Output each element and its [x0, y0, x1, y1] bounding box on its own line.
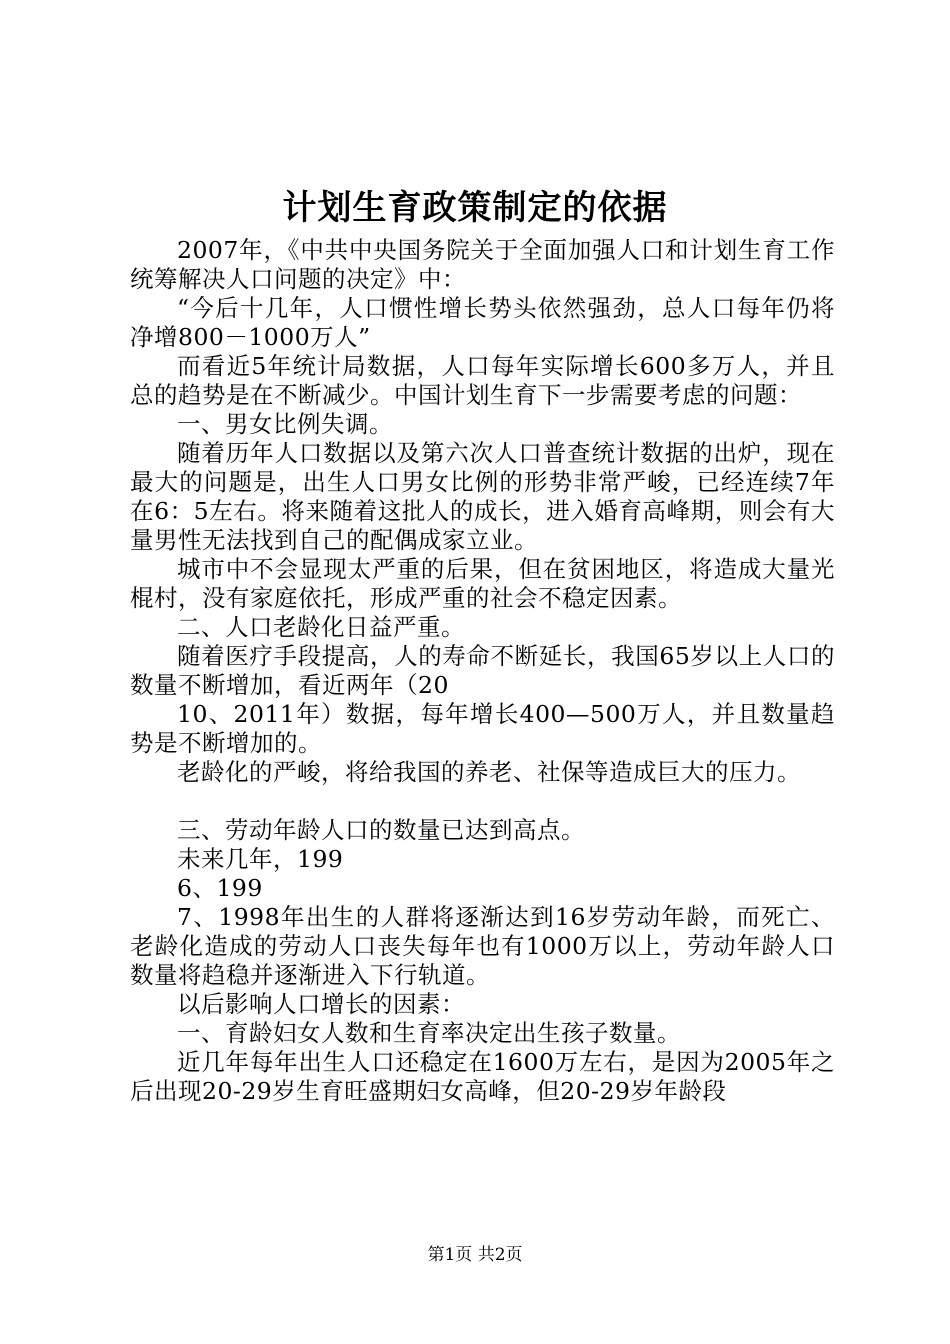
section-heading: 一、男女比例失调。	[177, 410, 393, 438]
paragraph: 以后影响人口增长的因素：	[177, 990, 465, 1018]
section-heading: 一、育龄妇女人数和生育率决定出生孩子数量。	[177, 1019, 681, 1047]
paragraph: 未来几年，199	[177, 845, 344, 873]
page-footer: 第1页 共2页	[427, 1245, 523, 1265]
paragraph: “今后十几年，人口惯性增长势头依然强劲，总人口每年仍将净增800－1000万人”	[130, 294, 835, 351]
paragraph: 7、1998年出生的人群将逐渐达到16岁劳动年龄，而死亡、老龄化造成的劳动人口丧失每年也有1000万以上，劳动年龄人口数量将趋稳并逐渐进入下行轨道。	[130, 903, 835, 989]
paragraph: 近几年每年出生人口还稳定在1600万左右，是因为2005年之后出现20-29岁生育旺盛期妇女高峰，但20-29岁年龄段	[130, 1048, 835, 1105]
paragraph: 随着历年人口数据以及第六次人口普查统计数据的出炉，现在最大的问题是，出生人口男女比例的形势非常严峻，已经连续7年在6：5左右。将来随着这批人的成长，进入婚育高峰期，则会有大量男性无法找到自己的配偶成家立业。	[130, 439, 835, 554]
paragraph: 老龄化的严峻，将给我国的养老、社保等造成巨大的压力。	[177, 758, 801, 786]
paragraph: 6、199	[177, 874, 263, 902]
paragraph: 10、2011年）数据，每年增长400—500万人，并且数量趋势是不断增加的。	[130, 700, 835, 757]
paragraph: 而看近5年统计局数据，人口每年实际增长600多万人，并且总的趋势是在不断减少。中国计划生育下一步需要考虑的问题：	[130, 352, 835, 409]
section-heading: 二、人口老龄化日益严重。	[177, 613, 465, 641]
document-body	[130, 236, 835, 1106]
paragraph: 城市中不会显现太严重的后果，但在贫困地区，将造成大量光棍村，没有家庭依托，形成严重的社会不稳定因素。	[130, 555, 835, 612]
section-heading: 三、劳动年龄人口的数量已达到高点。	[177, 816, 585, 844]
paragraph: 2007年，《中共中央国务院关于全面加强人口和计划生育工作统筹解决人口问题的决定》中：	[130, 236, 835, 293]
document-title: 计划生育政策制定的依据	[282, 188, 668, 228]
paragraph: 随着医疗手段提高，人的寿命不断延长，我国65岁以上人口的数量不断增加，看近两年（20	[130, 642, 835, 699]
